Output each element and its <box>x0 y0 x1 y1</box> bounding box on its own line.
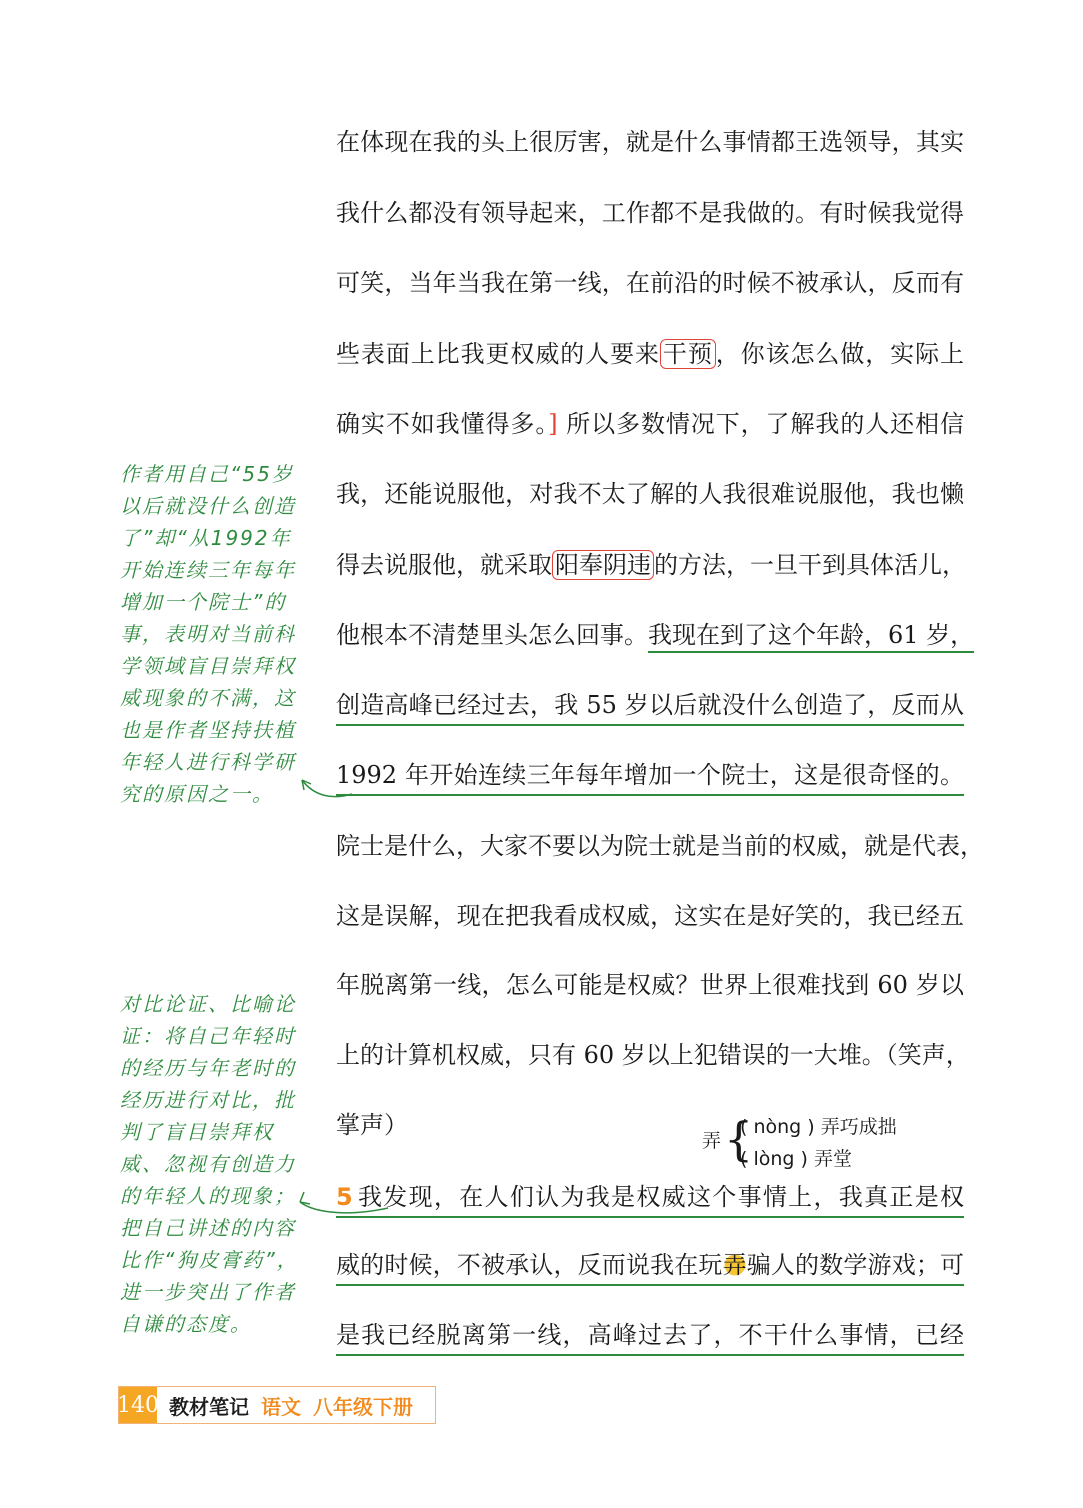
text-line: 上的计算机权威，只有 60 岁以上犯错误的一大堆。（笑声， <box>336 1041 970 1069</box>
vocab-box: 干预 <box>660 339 716 369</box>
text-line <box>336 618 975 652</box>
text-line: 可笑，当年当我在第一线，在前沿的时候不被承认，反而有 <box>336 269 964 297</box>
pronunciation-line: ( nòng ) 弄巧成拙 <box>740 1116 897 1138</box>
subject-label: 语文 <box>261 1394 301 1419</box>
text-line: 掌声） <box>336 1111 408 1139</box>
text-line <box>336 548 964 582</box>
text-line: 我，还能说服他，对我不太了解的人我很难说服他，我也懒 <box>336 480 964 508</box>
note-arrow-1 <box>296 770 356 810</box>
underlined-text: 创造高峰已经过去，我 55 岁以后就没什么创造了，反而从 <box>336 688 964 726</box>
page-footer <box>118 1386 436 1424</box>
pronunciation-char: 弄 <box>702 1130 722 1152</box>
pronunciation-line: ( lòng ) 弄堂 <box>740 1148 852 1170</box>
grade-label: 八年级下册 <box>313 1394 413 1419</box>
text-segment: 些表面上比我更权威的人要来 <box>336 340 660 368</box>
side-note-1: 作者用自己“55岁以后就没什么创造了”却“从1992年开始连续三年每年增加一个院士”的事，表明对当前科学领域盲目崇拜权威现象的不满，这也是作者坚持扶植年轻人进行科学研究的原因之一。 <box>120 462 296 806</box>
book-title: 教材笔记 <box>169 1394 249 1419</box>
vocab-box: 阳奉阴违 <box>552 550 654 580</box>
text-line: 在体现在我的头上很厉害，就是什么事情都王选领导，其实 <box>336 128 964 156</box>
text-segment: 他根本不清楚里头怎么回事。 <box>336 621 648 649</box>
text-line <box>336 407 964 441</box>
text-line <box>336 758 964 796</box>
text-segment: 所以多数情况下，了解我的人还相信 <box>557 410 964 438</box>
text-line: 院士是什么，大家不要以为院士就是当前的权威，就是代表， <box>336 832 984 860</box>
text-line <box>336 337 964 371</box>
text-line: 这是误解，现在把我看成权威，这实在是好笑的，我已经五 <box>336 902 964 930</box>
text-line <box>336 688 964 726</box>
note-arrow-2 <box>292 1186 392 1226</box>
brace-icon: { <box>724 1112 754 1166</box>
side-note-2: 对比论证、比喻论证：将自己年轻时的经历与年老时的经历进行对比，批判了盲目崇拜权威、忽视有创造力的年轻人的现象；把自己讲述的内容比作“狗皮膏药”，进一步突出了作者自谦的态度。 <box>120 992 299 1336</box>
text-line <box>336 1248 964 1286</box>
paragraph-number: 5 <box>336 1183 353 1211</box>
text-segment: 得去说服他，就采取 <box>336 551 552 579</box>
underlined-text: 威的时候，不被承认，反而说我在玩 <box>336 1251 723 1279</box>
underlined-text: 是我已经脱离第一线，高峰过去了，不干什么事情，已经 <box>336 1318 964 1356</box>
text-line: 年脱离第一线，怎么可能是权威？世界上很难找到 60 岁以 <box>336 971 964 999</box>
page-number: 140 <box>119 1387 157 1423</box>
underlined-text: 我现在到了这个年龄，61 岁， <box>648 621 974 653</box>
underlined-text: 1992 年开始连续三年每年增加一个院士，这是很奇怪的。 <box>336 758 964 796</box>
text-segment: 的方法，一旦干到具体活儿， <box>654 551 966 579</box>
section-bracket: ] <box>548 410 558 438</box>
highlighted-char: 弄 <box>722 1251 747 1279</box>
underlined-text: 我发现，在人们认为我是权威这个事情上，我真正是权 <box>356 1183 964 1211</box>
text-segment: 确实不如我懂得多。 <box>336 410 549 438</box>
text-line <box>336 1180 964 1218</box>
text-segment: ，你该怎么做，实际上 <box>715 340 965 368</box>
underlined-text: 骗人的数学游戏；可 <box>746 1251 965 1279</box>
text-line: 我什么都没有领导起来，工作都不是我做的。有时候我觉得 <box>336 199 964 227</box>
text-line <box>336 1318 964 1356</box>
